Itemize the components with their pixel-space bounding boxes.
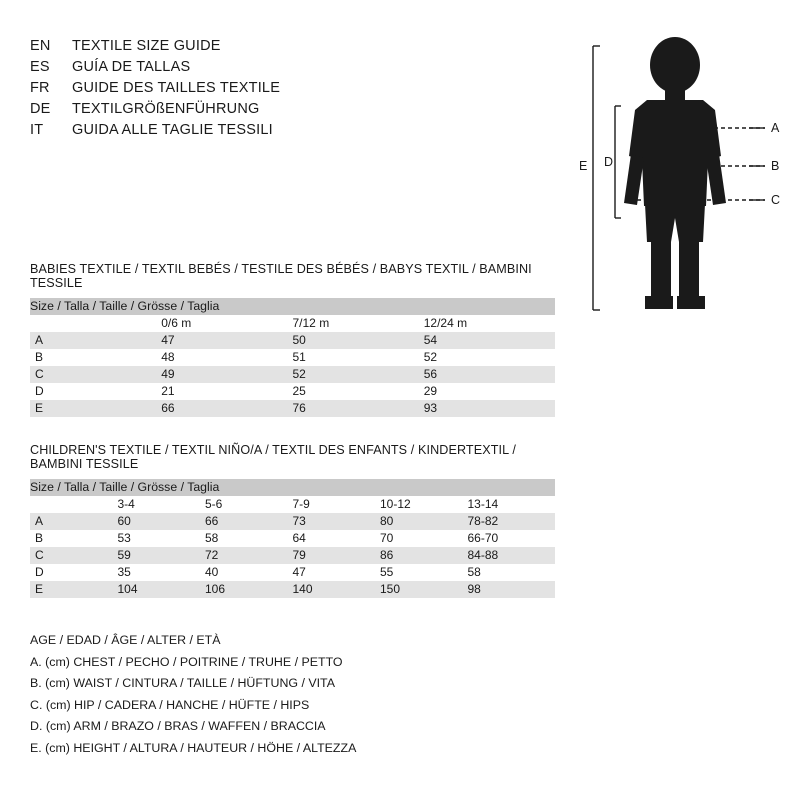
- babies-cell-b-2: 52: [424, 349, 555, 366]
- child-figure-icon: [575, 28, 785, 328]
- figure-label-c: C: [771, 193, 781, 207]
- children-size-table: [30, 479, 555, 598]
- children-cell-b-3: 70: [380, 530, 468, 547]
- legend-line-age: AGE / EDAD / ÂGE / ALTER / ETÀ: [30, 633, 221, 647]
- lang-code-es: ES: [30, 59, 50, 75]
- children-cell-c-0: 59: [118, 547, 206, 564]
- children-section-title: CHILDREN'S TEXTILE / TEXTIL NIÑO/A / TEXTIL DES ENFANTS / KINDERTEXTIL / BAMBINI TESSILE: [30, 443, 516, 471]
- table-header-row: [30, 298, 555, 315]
- children-cell-b-1: 58: [205, 530, 293, 547]
- table-row: [30, 332, 555, 349]
- column-corner: [30, 496, 118, 513]
- children-cell-d-1: 40: [205, 564, 293, 581]
- babies-cell-d-2: 29: [424, 383, 555, 400]
- figure-label-e: E: [579, 159, 588, 173]
- legend-line-b: B. (cm) WAIST / CINTURA / TAILLE / HÜFTUNG / VITA: [30, 676, 335, 690]
- legend-line-c: C. (cm) HIP / CADERA / HANCHE / HÜFTE / HIPS: [30, 697, 310, 712]
- table-row: [30, 400, 555, 417]
- children-cell-a-0: 60: [118, 513, 206, 530]
- babies-row-label-c: C: [30, 366, 161, 383]
- lang-code-en: EN: [30, 38, 51, 54]
- children-cell-e-1: 106: [205, 581, 293, 598]
- children-column-2: 7-9: [293, 496, 381, 513]
- babies-cell-e-1: 76: [293, 400, 424, 417]
- title-text-fr: GUIDE DES TAILLES TEXTILE: [72, 80, 281, 96]
- babies-cell-e-0: 66: [161, 400, 292, 417]
- children-cell-a-2: 73: [293, 513, 381, 530]
- figure-label-d: D: [604, 155, 614, 169]
- babies-column-0: 0/6 m: [161, 315, 292, 332]
- babies-cell-b-0: 48: [161, 349, 292, 366]
- babies-cell-a-0: 47: [161, 332, 292, 349]
- children-cell-b-2: 64: [293, 530, 381, 547]
- children-row-label-e: E: [30, 581, 118, 598]
- title-text-de: TEXTILGRÖßENFÜHRUNG: [72, 101, 260, 117]
- children-column-1: 5-6: [205, 496, 293, 513]
- table-header-row: [30, 479, 555, 496]
- legend-line-e: E. (cm) HEIGHT / ALTURA / HAUTEUR / HÖHE / ALTEZZA: [30, 740, 357, 755]
- measurement-figure: [575, 28, 785, 328]
- table-row: [30, 366, 555, 383]
- title-row-es: [30, 59, 450, 80]
- children-row-label-b: B: [30, 530, 118, 547]
- children-cell-e-3: 150: [380, 581, 468, 598]
- children-cell-d-3: 55: [380, 564, 468, 581]
- figure-label-b: B: [771, 159, 780, 173]
- table-column-row: [30, 315, 555, 332]
- table-row: [30, 383, 555, 400]
- children-row-label-a: A: [30, 513, 118, 530]
- children-cell-a-4: 78-82: [468, 513, 556, 530]
- figure-label-a: A: [771, 121, 780, 135]
- babies-row-label-a: A: [30, 332, 161, 349]
- babies-row-label-e: E: [30, 400, 161, 417]
- lang-code-de: DE: [30, 101, 51, 117]
- children-column-4: 13-14: [468, 496, 556, 513]
- babies-column-1: 7/12 m: [293, 315, 424, 332]
- title-text-es: GUÍA DE TALLAS: [72, 59, 191, 75]
- children-column-0: 3-4: [118, 496, 206, 513]
- babies-column-2: 12/24 m: [424, 315, 555, 332]
- table-row: [30, 349, 555, 366]
- babies-cell-d-0: 21: [161, 383, 292, 400]
- children-cell-c-1: 72: [205, 547, 293, 564]
- table-column-row: [30, 496, 555, 513]
- babies-cell-b-1: 51: [293, 349, 424, 366]
- children-cell-c-2: 79: [293, 547, 381, 564]
- babies-row-label-d: D: [30, 383, 161, 400]
- babies-cell-c-1: 52: [293, 366, 424, 383]
- babies-section: [30, 262, 555, 417]
- babies-cell-c-2: 56: [424, 366, 555, 383]
- legend-block: [30, 630, 570, 759]
- children-cell-b-4: 66-70: [468, 530, 556, 547]
- babies-row-label-b: B: [30, 349, 161, 366]
- children-cell-e-4: 98: [468, 581, 556, 598]
- lang-code-it: IT: [30, 122, 44, 138]
- children-cell-c-3: 86: [380, 547, 468, 564]
- children-cell-d-2: 47: [293, 564, 381, 581]
- table-row: [30, 564, 555, 581]
- title-row-it: [30, 122, 450, 143]
- children-cell-d-4: 58: [468, 564, 556, 581]
- lang-code-fr: FR: [30, 80, 50, 96]
- babies-cell-c-0: 49: [161, 366, 292, 383]
- babies-cell-e-2: 93: [424, 400, 555, 417]
- children-cell-e-2: 140: [293, 581, 381, 598]
- children-row-label-d: D: [30, 564, 118, 581]
- children-column-3: 10-12: [380, 496, 468, 513]
- children-cell-e-0: 104: [118, 581, 206, 598]
- column-corner: [30, 315, 161, 332]
- title-block: [30, 38, 450, 143]
- children-cell-a-1: 66: [205, 513, 293, 530]
- children-table-header-label: Size / Talla / Taille / Grösse / Taglia: [30, 479, 555, 496]
- babies-table-header-label: Size / Talla / Taille / Grösse / Taglia: [30, 298, 555, 315]
- children-row-label-c: C: [30, 547, 118, 564]
- babies-section-title: BABIES TEXTILE / TEXTIL BEBÉS / TESTILE DES BÉBÉS / BABYS TEXTIL / BAMBINI TESSILE: [30, 262, 532, 290]
- title-text-en: TEXTILE SIZE GUIDE: [72, 38, 221, 54]
- title-row-en: [30, 38, 450, 59]
- title-text-it: GUIDA ALLE TAGLIE TESSILI: [72, 122, 273, 138]
- title-row-fr: [30, 80, 450, 101]
- title-row-de: [30, 101, 450, 122]
- legend-line-a: A. (cm) CHEST / PECHO / POITRINE / TRUHE / PETTO: [30, 654, 343, 669]
- babies-size-table: [30, 298, 555, 417]
- babies-cell-d-1: 25: [293, 383, 424, 400]
- children-cell-a-3: 80: [380, 513, 468, 530]
- children-section: [30, 443, 555, 598]
- babies-cell-a-1: 50: [293, 332, 424, 349]
- children-cell-b-0: 53: [118, 530, 206, 547]
- babies-cell-a-2: 54: [424, 332, 555, 349]
- children-cell-c-4: 84-88: [468, 547, 556, 564]
- table-row: [30, 530, 555, 547]
- children-cell-d-0: 35: [118, 564, 206, 581]
- table-row: [30, 513, 555, 530]
- table-row: [30, 581, 555, 598]
- table-row: [30, 547, 555, 564]
- legend-line-d: D. (cm) ARM / BRAZO / BRAS / WAFFEN / BRACCIA: [30, 719, 326, 733]
